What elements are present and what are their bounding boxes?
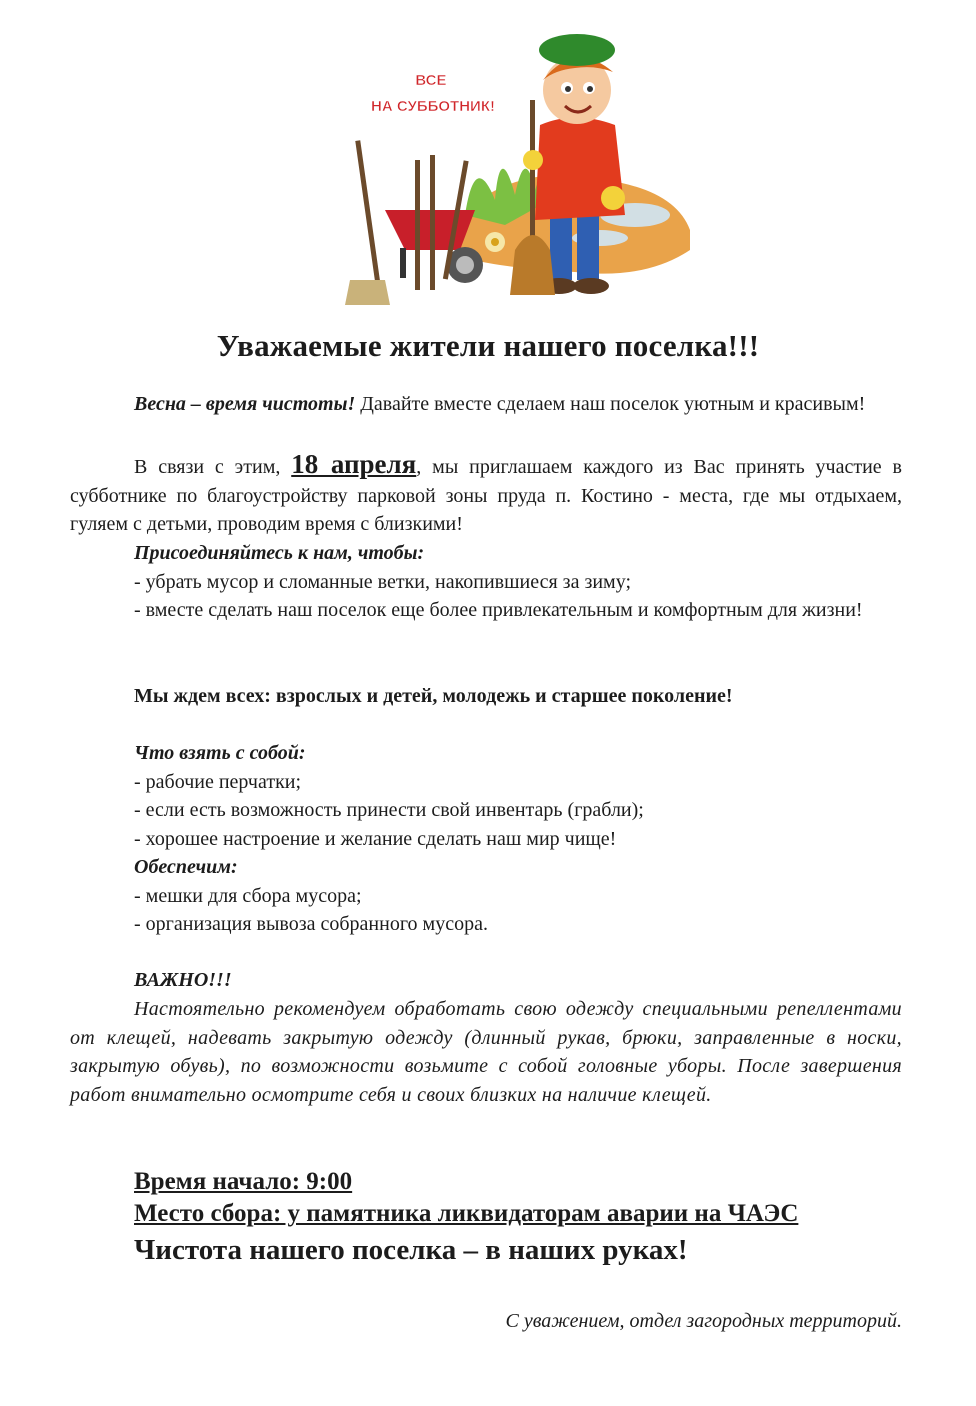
provide-item-1: - мешки для сбора мусора; [134,884,362,907]
signature: С уважением, отдел загородных территорий. [505,1310,902,1332]
important-text: Настоятельно рекомендуем обработать свою одежду специальными репеллентами от клещей, надевать закрытую одежду (длинный рукав, брюки, заправленные в носки, закрытую обувь), по возможности возьмите с собой головные уборы. После завершения работ внимательно осмотрите себя и своих близких на наличие клещей. [70,998,902,1106]
join-section [70,539,902,625]
wait-all-text: Мы ждем всех: взрослых и детей, молодежь и старшее поколение! [134,685,733,707]
bring-section [70,739,902,939]
join-item-2: - вместе сделать наш поселок еще более привлекательным и комфортным для жизни! [134,599,863,621]
banner-line-2: НА СУББОТНИК! [371,98,495,115]
join-item-1: - убрать мусор и сломанные ветки, накопившиеся за зиму; [134,570,632,593]
bring-item-2: - если есть возможность принести свой инвентарь (грабли); [134,799,644,821]
provide-heading: Обеспечим: [134,856,238,878]
slogan: Чистота нашего поселка – в наших руках! [134,1234,688,1266]
important-heading: ВАЖНО!!! [134,969,232,991]
meeting-place: Место сбора: у памятника ликвидаторам аварии на ЧАЭС [134,1200,799,1227]
invite-before: В связи с этим, [134,456,292,478]
subbotnik-illustration [345,10,690,310]
bring-item-3: - хорошее настроение и желание сделать наш мир чище! [134,827,617,850]
start-time: Время начало: 9:00 [134,1168,353,1195]
intro-paragraph [70,390,902,419]
green-hat-icon [539,34,615,66]
provide-item-2: - организация вывоза собранного мусора. [134,913,488,935]
join-heading: Присоединяйтесь к нам, чтобы: [134,542,425,564]
banner-text [371,72,495,115]
invite-paragraph [70,450,902,539]
bring-item-1: - рабочие перчатки; [134,770,302,793]
intro-text: Давайте вместе сделаем наш поселок уютным и красивым! [355,393,866,415]
bring-heading: Что взять с собой: [134,742,306,764]
event-date: 18 апреля [291,449,417,479]
intro-lead: Весна – время чистоты! [134,393,356,415]
banner-line-1: ВСЕ [415,72,447,89]
page-title: Уважаемые жители нашего поселка!!! [216,328,760,363]
invite-after: , мы приглашаем каждого из Вас принять участие в субботнике по благоустройству парковой зоны пруда п. Костино - места, где мы отдыхаем, гуляем с детьми, проводим время с близкими! [70,456,902,535]
